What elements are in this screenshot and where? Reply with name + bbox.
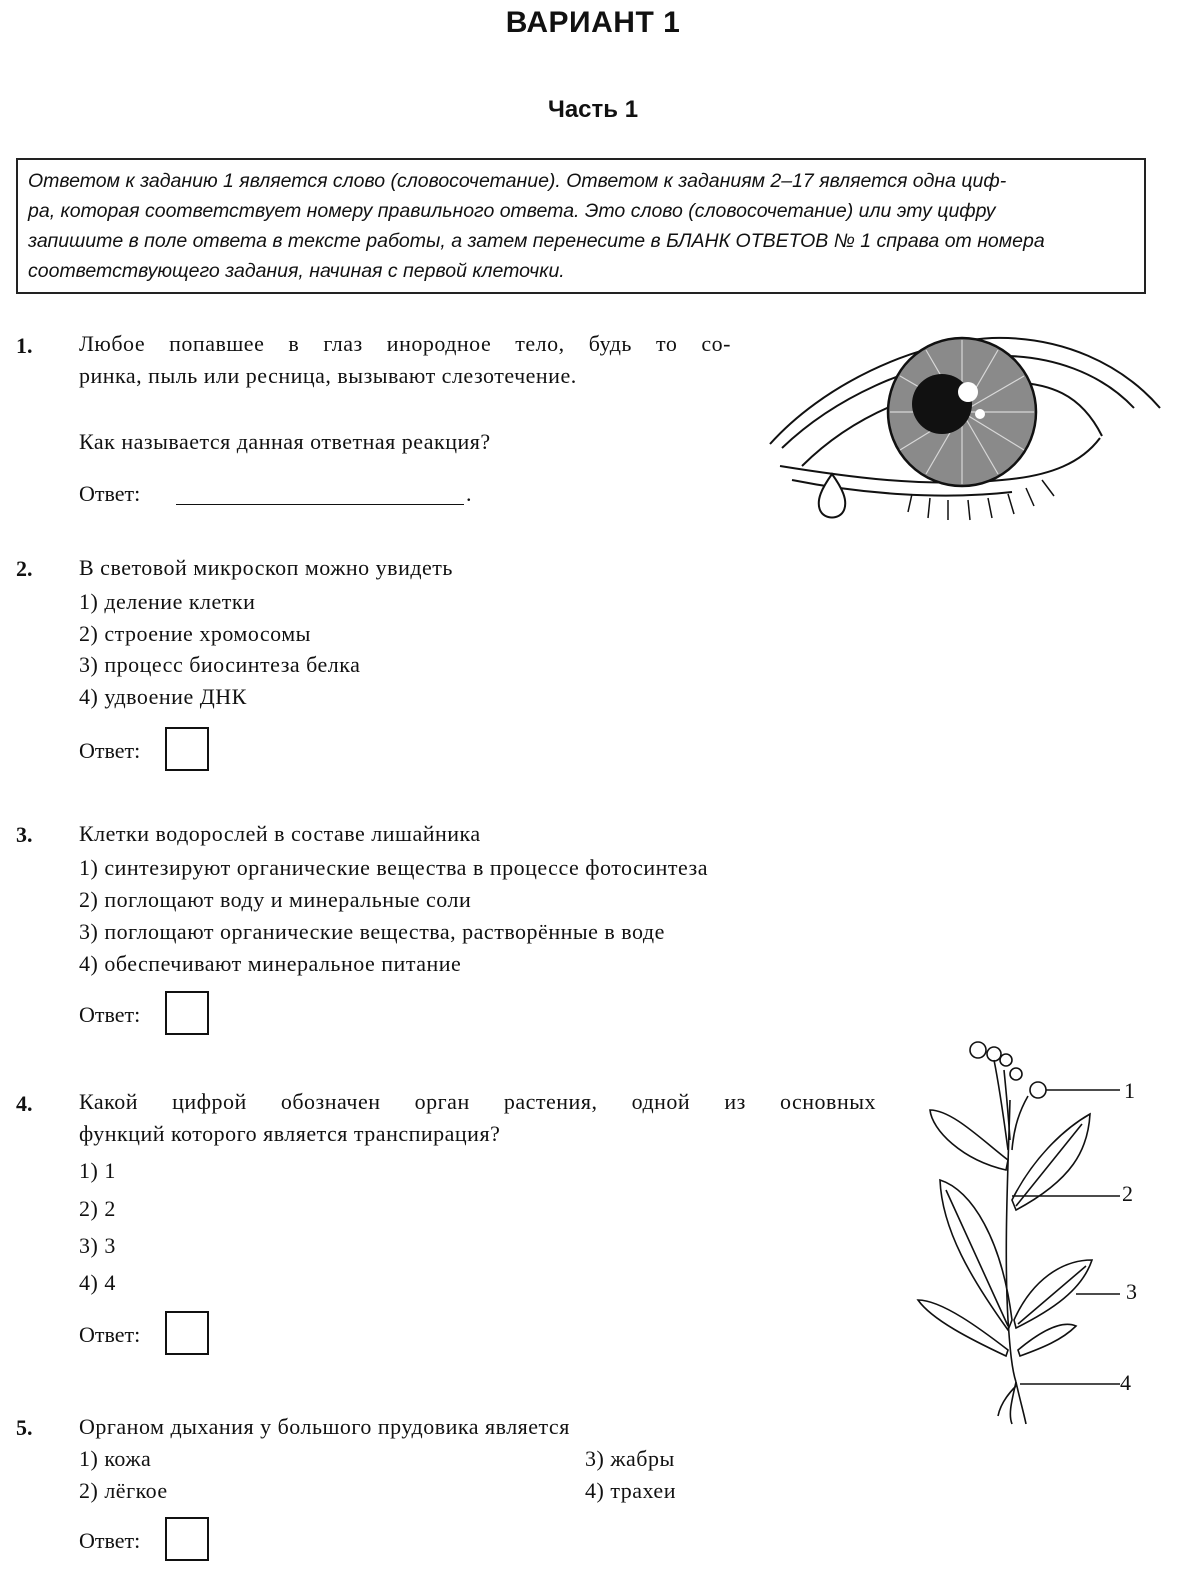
answer-label: Ответ:: [79, 481, 141, 506]
answer-label: Ответ:: [79, 1528, 141, 1553]
figure-label: 3: [1126, 1279, 1138, 1304]
question-number: 4.: [16, 1091, 33, 1116]
instructions-line: запишите в поле ответа в тексте работы, а затем перенесите в БЛАНК ОТВЕТОВ № 1 справа от номера: [28, 230, 1045, 252]
instructions-box: [16, 158, 1146, 294]
question-text: Клетки водорослей в составе лишайника: [79, 821, 481, 846]
option-item: 1) синтезируют органические вещества в процессе фотосинтеза: [79, 855, 708, 880]
option-item: 1) 1: [79, 1158, 116, 1183]
question-text: Любое попавшее в глаз инородное тело, будь то со-: [79, 331, 731, 356]
variant-title: ВАРИАНТ 1: [505, 6, 681, 39]
question-text: Какой цифрой обозначен орган растения, одной из основных: [79, 1089, 876, 1114]
instructions-line: ра, которая соответствует номеру правильного ответа. Это слово (словосочетание) или эту цифру: [28, 200, 996, 222]
option-item: 4) 4: [79, 1270, 116, 1295]
answer-label: Ответ:: [79, 738, 141, 763]
option-item: 4) удвоение ДНК: [79, 684, 247, 709]
figure-label: 2: [1122, 1181, 1134, 1206]
question-text: функций которого является транспирация?: [79, 1121, 501, 1146]
eye-illustration: [762, 316, 1164, 526]
answer-box[interactable]: [165, 727, 209, 771]
question-text: ринка, пыль или ресница, вызывают слезотечение.: [79, 363, 577, 388]
option-item: 3) процесс биосинтеза белка: [79, 652, 361, 677]
option-item: 2) лёгкое: [79, 1478, 168, 1503]
option-item: 4) обеспечивают минеральное питание: [79, 951, 462, 976]
option-item: 4) трахеи: [585, 1478, 676, 1503]
answer-label: Ответ:: [79, 1322, 141, 1347]
question-prompt: Как называется данная ответная реакция?: [79, 429, 491, 454]
answer-box[interactable]: [165, 991, 209, 1035]
option-item: 3) поглощают органические вещества, растворённые в воде: [79, 919, 665, 944]
instructions-line: Ответом к заданию 1 является слово (словосочетание). Ответом к заданиям 2–17 является одна циф-: [28, 170, 1007, 192]
option-item: 2) 2: [79, 1196, 116, 1221]
option-item: 1) кожа: [79, 1446, 152, 1471]
figure-label: 1: [1124, 1078, 1136, 1103]
question-number: 3.: [16, 822, 33, 847]
answer-label: Ответ:: [79, 1002, 141, 1027]
question-number: 2.: [16, 556, 33, 581]
option-item: 2) поглощают воду и минеральные соли: [79, 887, 472, 912]
question-number: 1.: [16, 333, 33, 358]
question-text: Органом дыхания у большого прудовика является: [79, 1414, 570, 1439]
figure-label: 4: [1120, 1370, 1132, 1395]
answer-period: .: [466, 481, 472, 506]
option-item: 1) деление клетки: [79, 589, 256, 614]
plant-illustration: [912, 1030, 1152, 1426]
answer-field[interactable]: [176, 504, 464, 505]
option-item: 2) строение хромосомы: [79, 621, 311, 646]
answer-box[interactable]: [165, 1311, 209, 1355]
part-title: Часть 1: [547, 96, 639, 123]
answer-box[interactable]: [165, 1517, 209, 1561]
question-number: 5.: [16, 1415, 33, 1440]
instructions-line: соответствующего задания, начиная с первой клеточки.: [28, 260, 565, 282]
question-text: В световой микроскоп можно увидеть: [79, 555, 453, 580]
option-item: 3) 3: [79, 1233, 116, 1258]
option-item: 3) жабры: [585, 1446, 675, 1471]
